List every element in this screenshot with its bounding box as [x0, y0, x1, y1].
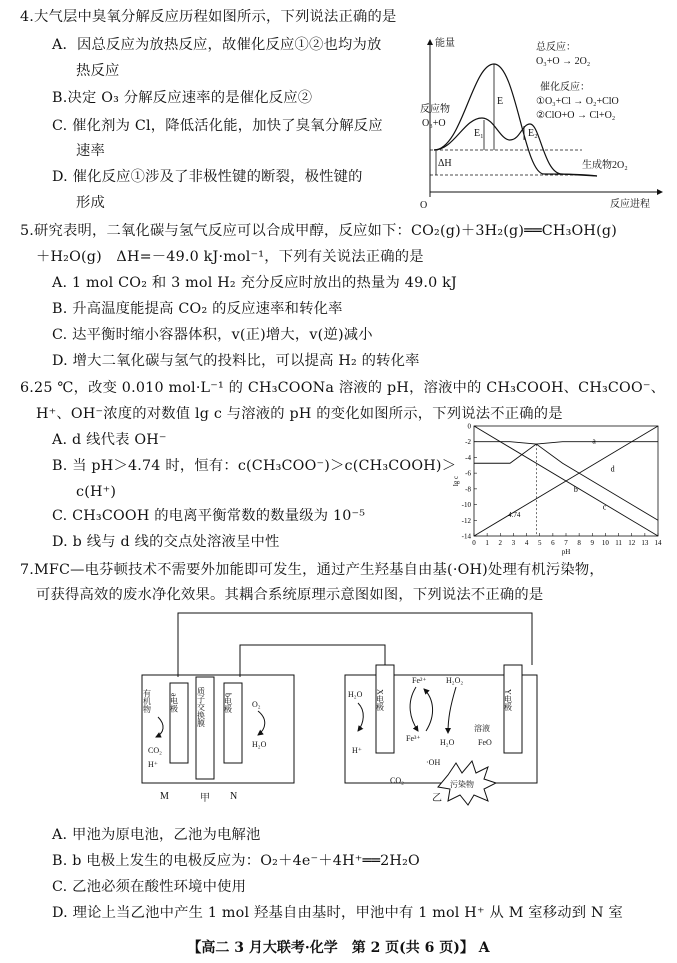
q7-stem-1: 7.MFC—电芬顿技术不需要外加能即可发生，通过产生羟基自由基(·OH)处理有机污染物，: [20, 562, 604, 578]
catalyzed-curve: [434, 118, 597, 176]
y-axis-label: lg c: [452, 475, 460, 487]
q7-option-a: A. 甲池为原电池，乙池为电解池: [52, 827, 261, 843]
origin-label: O: [420, 200, 428, 211]
x-tick-label: 0: [472, 539, 476, 547]
q4-option-a-cont: 热反应: [76, 63, 120, 79]
yi-h2o-label-2: H₂O: [440, 738, 455, 747]
reactants-formula: O₃+O: [422, 118, 446, 129]
x-tick-label: 14: [654, 539, 662, 547]
b-electrode-label: b电极: [223, 693, 233, 713]
q4-option-a: A．因总反应为放热反应，故催化反应①②也均为放: [52, 37, 382, 53]
yi-hplus-label: H⁺: [352, 746, 362, 755]
x-tick-label: 4: [524, 539, 529, 547]
fe3-label: Fe³⁺: [406, 734, 421, 743]
y-tick-label: -2: [465, 438, 471, 447]
room-m: M: [160, 791, 169, 802]
label-E: E: [497, 96, 504, 107]
q6-option-b-cont: c(H⁺): [76, 484, 117, 500]
cat-title: 催化反应：: [540, 82, 590, 93]
q4-option-d: D. 催化反应①涉及了非极性键的断裂，极性键的: [52, 169, 363, 185]
x-electrode-label: X电极: [375, 689, 385, 711]
fe2-label: Fe²⁺: [412, 676, 427, 685]
q6-option-c: C. CH₃COOH 的电离平衡常数的数量级为 10⁻⁵: [52, 508, 366, 524]
organic-label: 有机物: [142, 689, 152, 713]
h2o2-label: H₂O₂: [446, 676, 464, 685]
q4-option-b: B.决定 O₃ 分解反应速率的是催化反应②: [52, 90, 313, 106]
x-axis-label: pH: [561, 548, 571, 556]
reactants-label: 反应物: [420, 104, 450, 115]
series-a-label: a: [592, 436, 596, 446]
q6-option-d: D. b 线与 d 线的交点处溶液呈中性: [52, 534, 280, 550]
series-b-label: b: [573, 485, 578, 494]
x-axis-label: 反应进程: [610, 199, 650, 210]
pka-annotation: 4.74: [508, 511, 521, 520]
q5-stem-2: ＋H₂O(g) ΔH=－49.0 kJ·mol⁻¹，下列有关说法正确的是: [36, 249, 424, 265]
y-tick-label: -10: [461, 501, 471, 510]
y-tick-label: -12: [461, 516, 471, 525]
q6-option-b: B. 当 pH＞4.74 时，恒有：c(CH₃COO⁻)＞c(CH₃COOH)＞: [52, 458, 457, 474]
y-tick-label: -6: [465, 469, 471, 478]
q6-stem-1: 6.25 ℃，改变 0.010 mol·L⁻¹ 的 CH₃COONa 溶液的 pH，溶液中的 CH₃COOH、CH₃COO⁻、: [20, 380, 666, 396]
x-tick-label: 2: [498, 539, 503, 547]
feo-label: FeO: [478, 738, 492, 747]
yi-co2-label: CO₂: [390, 776, 404, 785]
o2-label: O₂: [252, 700, 261, 709]
cell-jia: [142, 675, 294, 783]
x-tick-label: 1: [485, 539, 489, 547]
q7-option-b: B. b 电极上发生的电极反应为：O₂＋4e⁻＋4H⁺══2H₂O: [52, 853, 420, 869]
yi-h2o-label: H₂O: [348, 690, 363, 699]
q4-energy-diagram: [412, 32, 667, 212]
room-n: N: [230, 791, 238, 802]
y-tick-label: -8: [465, 485, 471, 494]
x-tick-label: 9: [590, 539, 595, 547]
membrane-label: 质子交换膜: [196, 687, 206, 727]
label-E1: E₁: [474, 128, 484, 139]
q4-stem: 4.大气层中臭氧分解反应历程如图所示，下列说法正确的是: [20, 9, 397, 25]
x-tick-label: 3: [511, 539, 516, 547]
y-tick-label: 0: [467, 422, 471, 431]
page-footer: 【高二 3 月大联考·化学 第 2 页(共 6 页)】 A: [187, 940, 490, 956]
solution-label: 溶液: [474, 724, 490, 733]
cat-eq-2: ②ClO+O → Cl+O₂: [536, 110, 616, 121]
q5-option-c: C. 达平衡时缩小容器体积，v(正)增大，v(逆)减小: [52, 327, 373, 343]
series-d-label: d: [610, 464, 615, 474]
x-tick-label: 6: [551, 539, 555, 547]
total-title: 总反应：: [536, 42, 576, 53]
a-electrode-label: a电极: [169, 693, 179, 713]
q7-option-c: C. 乙池必须在酸性环境中使用: [52, 879, 247, 895]
q7-option-d: D. 理论上当乙池中产生 1 mol 羟基自由基时，甲池中有 1 mol H⁺ 从 M 室移动到 N 室: [52, 905, 623, 921]
x-tick-label: 11: [615, 539, 622, 547]
oh-label: ·OH: [426, 758, 441, 767]
x-tick-label: 13: [641, 539, 649, 547]
pollutant-label: 污染物: [450, 780, 474, 789]
q6-stem-2: H⁺、OH⁻浓度的对数值 lg c 与溶液的 pH 的变化如图所示，下列说法不正确的是: [36, 406, 563, 422]
q6-option-a: A. d 线代表 OH⁻: [52, 432, 167, 448]
label-dH: ΔH: [438, 158, 452, 169]
cell-yi-label: 乙: [432, 793, 442, 804]
x-tick-label: 7: [564, 539, 568, 547]
x-tick-label: 12: [628, 539, 636, 547]
q4-option-c: C. 催化剂为 Cl，降低活化能，加快了臭氧分解反应: [52, 118, 383, 134]
y-tick-label: -4: [465, 453, 471, 462]
q4-option-d-cont: 形成: [76, 195, 105, 211]
q5-option-d: D. 增大二氧化碳与氢气的投料比，可以提高 H₂ 的转化率: [52, 353, 420, 369]
y-axis-label: 能量: [435, 38, 455, 49]
q6-chart: [450, 420, 670, 558]
q7-stem-2: 可获得高效的废水净化效果。其耦合系统原理示意图如图，下列说法不正确的是: [36, 587, 544, 603]
series-a-line: [474, 442, 658, 464]
cell-jia-label: 甲: [200, 793, 210, 804]
q7-apparatus: [130, 607, 560, 807]
label-E2: E₂: [528, 128, 538, 139]
hplus-label: H⁺: [148, 760, 158, 769]
x-tick-label: 10: [601, 539, 609, 547]
y-tick-label: -14: [461, 532, 471, 541]
q4-option-c-cont: 速率: [76, 143, 105, 159]
x-tick-label: 5: [537, 539, 542, 547]
total-eq: O₃+O → 2O₂: [536, 56, 591, 67]
h2o-label: H₂O: [252, 740, 267, 749]
q5-option-a: A. 1 mol CO₂ 和 3 mol H₂ 充分反应时放出的热量为 49.0 kJ: [52, 275, 457, 291]
q5-stem-1: 5.研究表明，二氧化碳与氢气反应可以合成甲醇，反应如下：CO₂(g)＋3H₂(g)══CH₃OH(g): [20, 223, 618, 239]
x-tick-label: 8: [577, 539, 581, 547]
series-c-label: c: [602, 502, 607, 512]
co2-label: CO₂: [148, 746, 162, 755]
products-label: 生成物2O₂: [582, 160, 628, 171]
q5-option-b: B. 升高温度能提高 CO₂ 的反应速率和转化率: [52, 301, 343, 317]
y-electrode-label: Y电极: [503, 689, 513, 711]
cat-eq-1: ①O₃+Cl → O₂+ClO: [536, 96, 619, 107]
